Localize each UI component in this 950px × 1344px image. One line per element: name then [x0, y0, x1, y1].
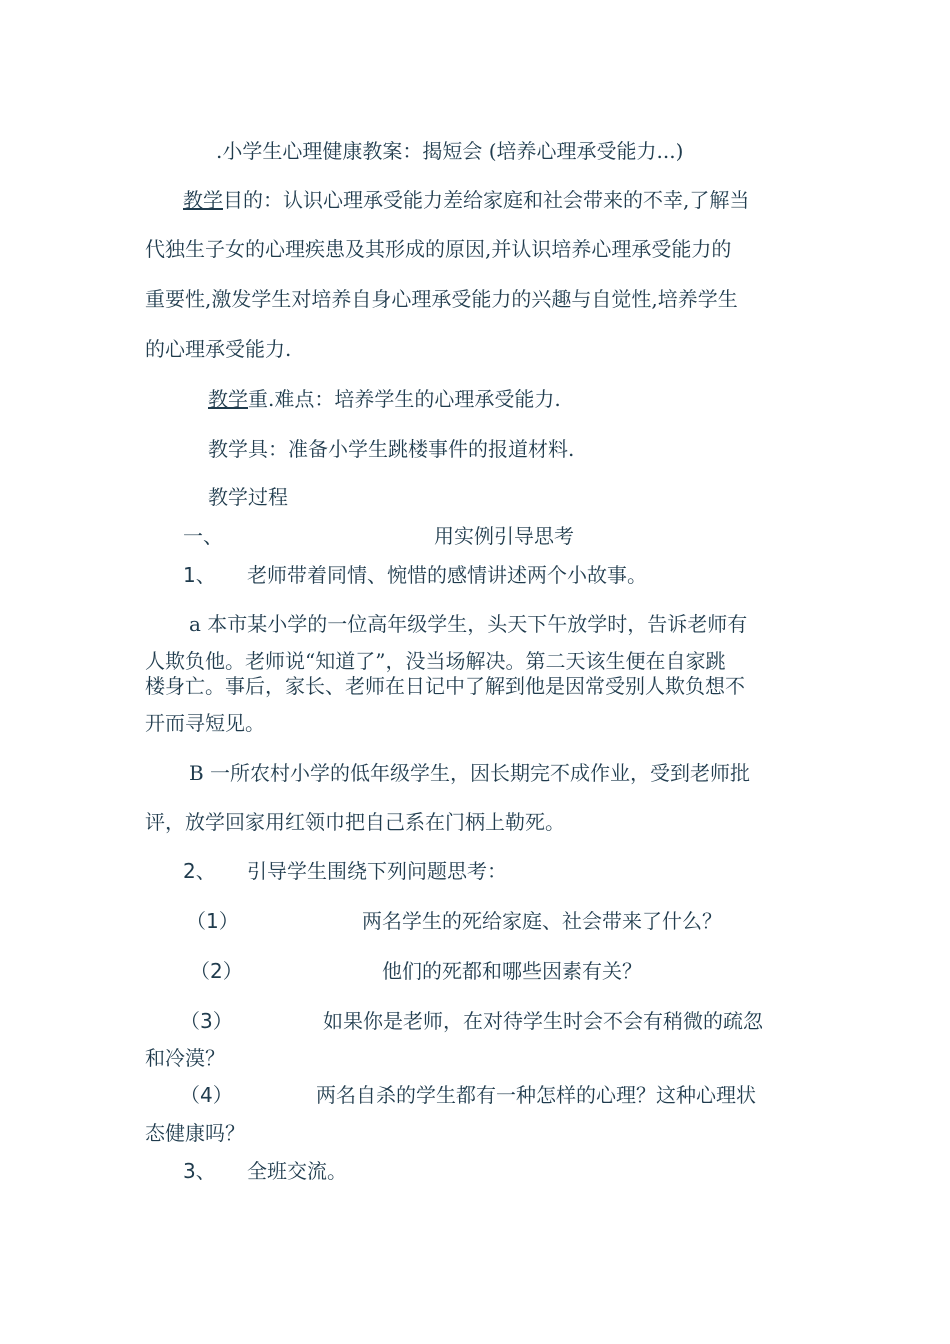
objective-label-rest: 目的：认识心理承受能力差给家庭和社会带来的不幸,了解当 — [223, 188, 750, 212]
step2-text: 引导学生围绕下列问题思考： — [247, 859, 507, 883]
step1-number: 1、 — [183, 563, 216, 587]
document-title: .小学生心理健康教案：揭短会 (培养心理承受能力...) — [216, 139, 684, 163]
process-heading: 教学过程 — [208, 485, 288, 509]
step1-text: 老师带着同情、惋惜的感情讲述两个小故事。 — [247, 563, 647, 587]
step3-text: 全班交流。 — [247, 1159, 347, 1183]
story-b-line-2: 评，放学回家用红领巾把自己系在门柄上勒死。 — [145, 810, 565, 834]
question3-text: 如果你是老师，在对待学生时会不会有稍微的疏忽 — [323, 1009, 763, 1033]
story-a-line-3: 楼身亡。事后，家长、老师在日记中了解到他是因常受别人欺负想不 — [145, 674, 745, 698]
step2-number: 2、 — [183, 859, 216, 883]
objective-line-1 — [183, 187, 749, 213]
objective-line-3: 重要性,激发学生对培养自身心理承受能力的兴趣与自觉性,培养学生 — [145, 287, 738, 311]
step3-number: 3、 — [183, 1159, 216, 1183]
keypoint-text: 重.难点：培养学生的心理承受能力. — [248, 387, 561, 411]
objective-line-2: 代独生子女的心理疾患及其形成的原因,并认识培养心理承受能力的 — [145, 237, 732, 261]
question1-text: 两名学生的死给家庭、社会带来了什么？ — [362, 909, 722, 933]
story-a-line-2: 人欺负他。老师说“知道了”，没当场解决。第二天该生便在自家跳 — [145, 649, 726, 673]
question4-number: （4） — [180, 1083, 233, 1107]
question3-continuation: 和冷漠？ — [145, 1046, 225, 1070]
question3-number: （3） — [180, 1009, 233, 1033]
story-a-line-4: 开而寻短见。 — [145, 711, 265, 735]
keypoint-line — [208, 386, 561, 412]
objective-label-underlined: 教学 — [183, 188, 223, 212]
tools-line: 教学具：准备小学生跳楼事件的报道材料. — [208, 437, 575, 461]
keypoint-label-underlined: 教学 — [208, 387, 248, 411]
objective-line-4: 的心理承受能力. — [145, 337, 292, 361]
story-a-line-1: a 本市某小学的一位高年级学生，头天下午放学时，告诉老师有 — [189, 612, 748, 636]
question1-number: （1） — [186, 909, 239, 933]
question2-text: 他们的死都和哪些因素有关？ — [382, 959, 642, 983]
question4-continuation: 态健康吗？ — [145, 1121, 245, 1145]
story-b-line-1: B 一所农村小学的低年级学生，因长期完不成作业，受到老师批 — [189, 761, 751, 785]
section1-number: 一、 — [183, 524, 223, 548]
question2-number: （2） — [190, 959, 243, 983]
section1-title: 用实例引导思考 — [434, 524, 574, 548]
question4-text: 两名自杀的学生都有一种怎样的心理？这种心理状 — [316, 1083, 756, 1107]
